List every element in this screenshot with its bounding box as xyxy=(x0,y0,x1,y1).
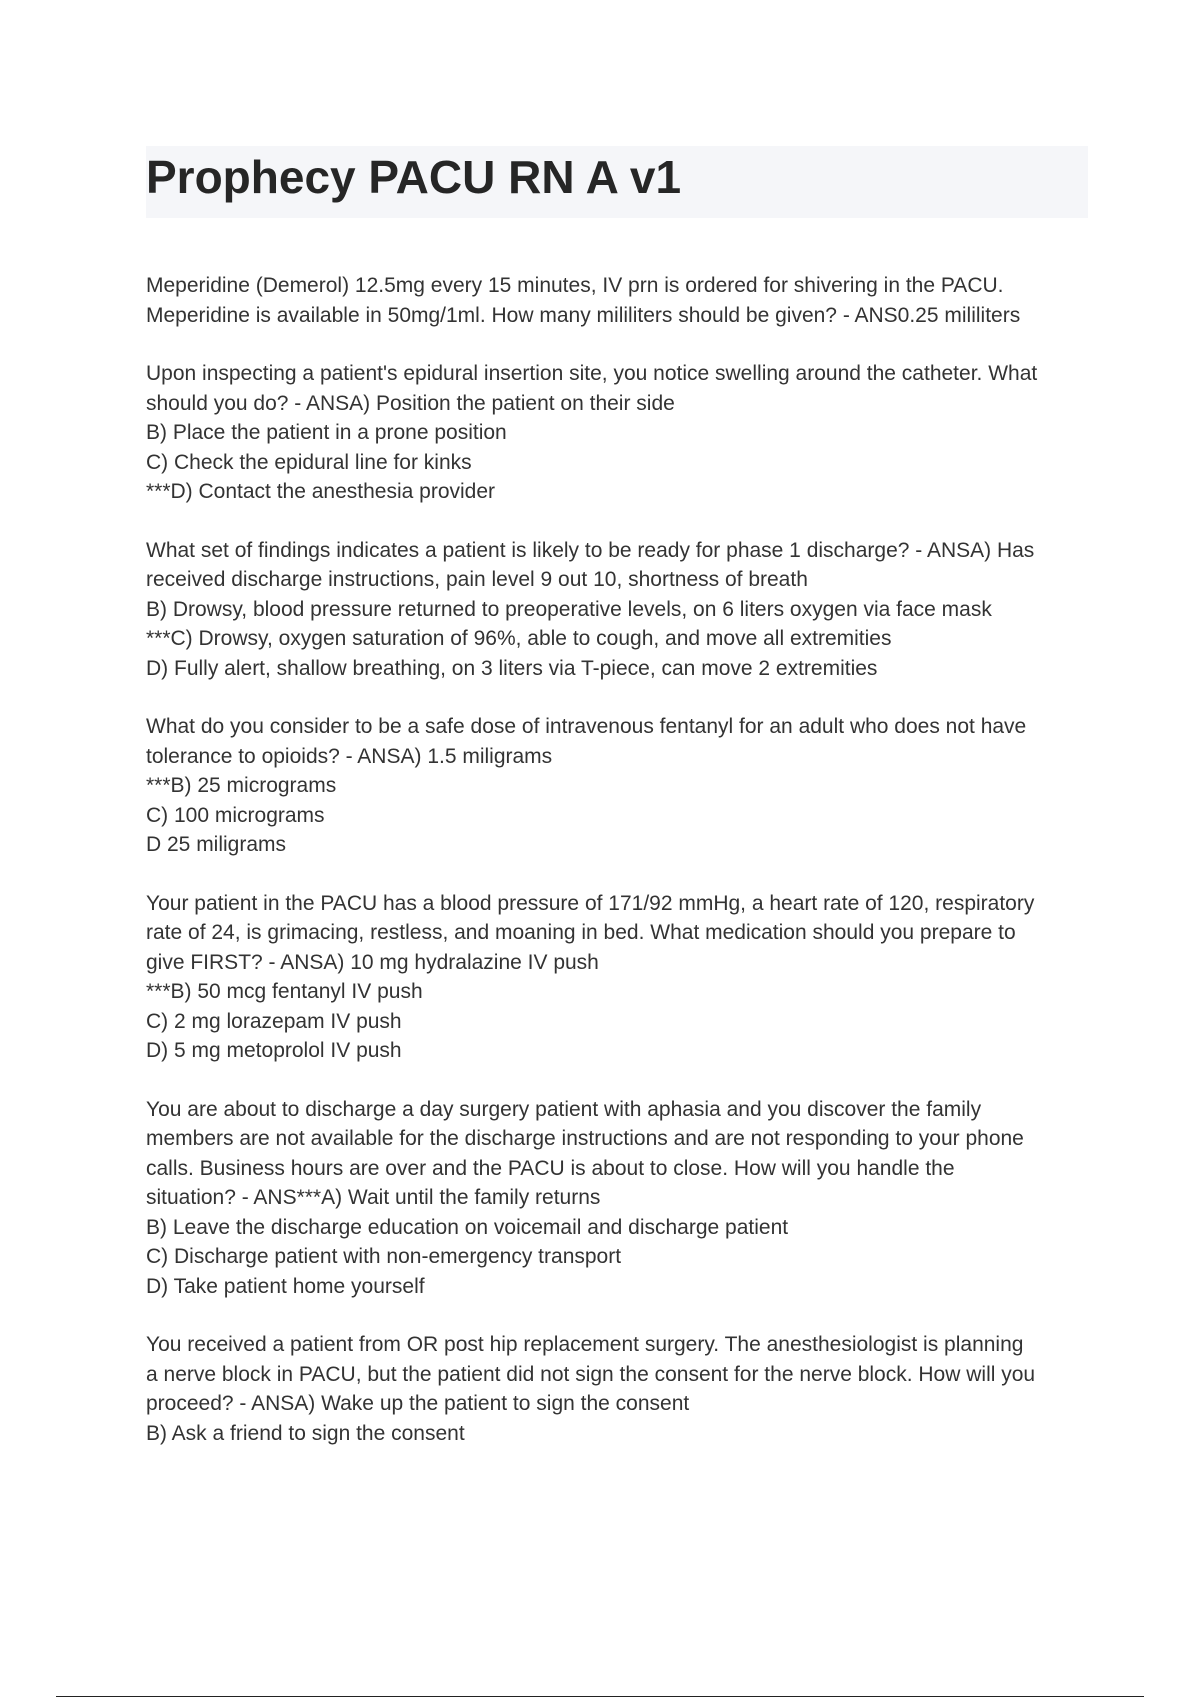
question-block xyxy=(146,359,1106,507)
question-block xyxy=(146,712,1106,860)
text-line: Meperidine (Demerol) 12.5mg every 15 minutes, IV prn is ordered for shivering in the PACU. xyxy=(146,274,1004,297)
text-line: D) Fully alert, shallow breathing, on 3 liters via T-piece, can move 2 extremities xyxy=(146,656,878,680)
question-block xyxy=(146,889,1106,1066)
text-line: You are about to discharge a day surgery patient with aphasia and you discover the family xyxy=(146,1097,982,1121)
text-line: members are not available for the discharge instructions and are not responding to your phone xyxy=(146,1127,1024,1150)
text-line: D 25 miligrams xyxy=(146,833,287,856)
footer-divider xyxy=(56,1696,1144,1697)
text-line: D) 5 mg metoprolol IV push xyxy=(146,1039,402,1062)
text-line: Meperidine is available in 50mg/1ml. How many mililiters should be given? - ANS0.25 mililiters xyxy=(146,303,1021,327)
text-line: give FIRST? - ANSA) 10 mg hydralazine IV push xyxy=(146,950,599,974)
text-line: Your patient in the PACU has a blood pressure of 171/92 mmHg, a heart rate of 120, respiratory xyxy=(146,891,1035,915)
text-line: You received a patient from OR post hip replacement surgery. The anesthesiologist is planning xyxy=(146,1333,1024,1356)
text-line: proceed? - ANSA) Wake up the patient to sign the consent xyxy=(146,1392,690,1415)
text-line: C) Check the epidural line for kinks xyxy=(146,450,472,474)
text-line: B) Place the patient in a prone position xyxy=(146,421,507,444)
text-line: Upon inspecting a patient's epidural insertion site, you notice swelling around the catheter. What xyxy=(146,362,1038,385)
question-block xyxy=(146,536,1106,684)
question-list xyxy=(146,271,1106,1477)
text-line: B) Leave the discharge education on voicemail and discharge patient xyxy=(146,1215,789,1239)
text-line: rate of 24, is grimacing, restless, and moaning in bed. What medication should you prepare to xyxy=(146,921,1016,944)
text-line: D) Take patient home yourself xyxy=(146,1274,425,1298)
question-block xyxy=(146,1095,1106,1302)
text-line: What do you consider to be a safe dose of intravenous fentanyl for an adult who does not have xyxy=(146,715,1027,738)
text-line: situation? - ANS***A) Wait until the family returns xyxy=(146,1186,601,1209)
question-block xyxy=(146,1330,1106,1448)
text-line: B) Drowsy, blood pressure returned to preoperative levels, on 6 liters oxygen via face mask xyxy=(146,597,992,621)
text-line: a nerve block in PACU, but the patient did not sign the consent for the nerve block. How will you xyxy=(146,1362,1036,1386)
text-line: tolerance to opioids? - ANSA) 1.5 miligrams xyxy=(146,744,553,768)
text-line: ***B) 25 micrograms xyxy=(146,774,337,797)
text-line: What set of findings indicates a patient is likely to be ready for phase 1 discharge? - ANSA) Has xyxy=(146,538,1035,562)
text-line: C) 2 mg lorazepam IV push xyxy=(146,1009,402,1033)
text-line: ***D) Contact the anesthesia provider xyxy=(146,480,496,503)
text-line: B) Ask a friend to sign the consent xyxy=(146,1421,465,1445)
document-title: Prophecy PACU RN A v1 xyxy=(146,151,682,203)
text-line: ***C) Drowsy, oxygen saturation of 96%, able to cough, and move all extremities xyxy=(146,627,892,650)
text-line: should you do? - ANSA) Position the patient on their side xyxy=(146,391,675,415)
text-line: calls. Business hours are over and the PACU is about to close. How will you handle the xyxy=(146,1156,955,1180)
text-line: C) 100 micrograms xyxy=(146,803,325,827)
text-line: C) Discharge patient with non-emergency transport xyxy=(146,1245,622,1268)
question-block xyxy=(146,271,1106,330)
text-line: ***B) 50 mcg fentanyl IV push xyxy=(146,980,423,1003)
text-line: received discharge instructions, pain level 9 out 10, shortness of breath xyxy=(146,568,808,591)
